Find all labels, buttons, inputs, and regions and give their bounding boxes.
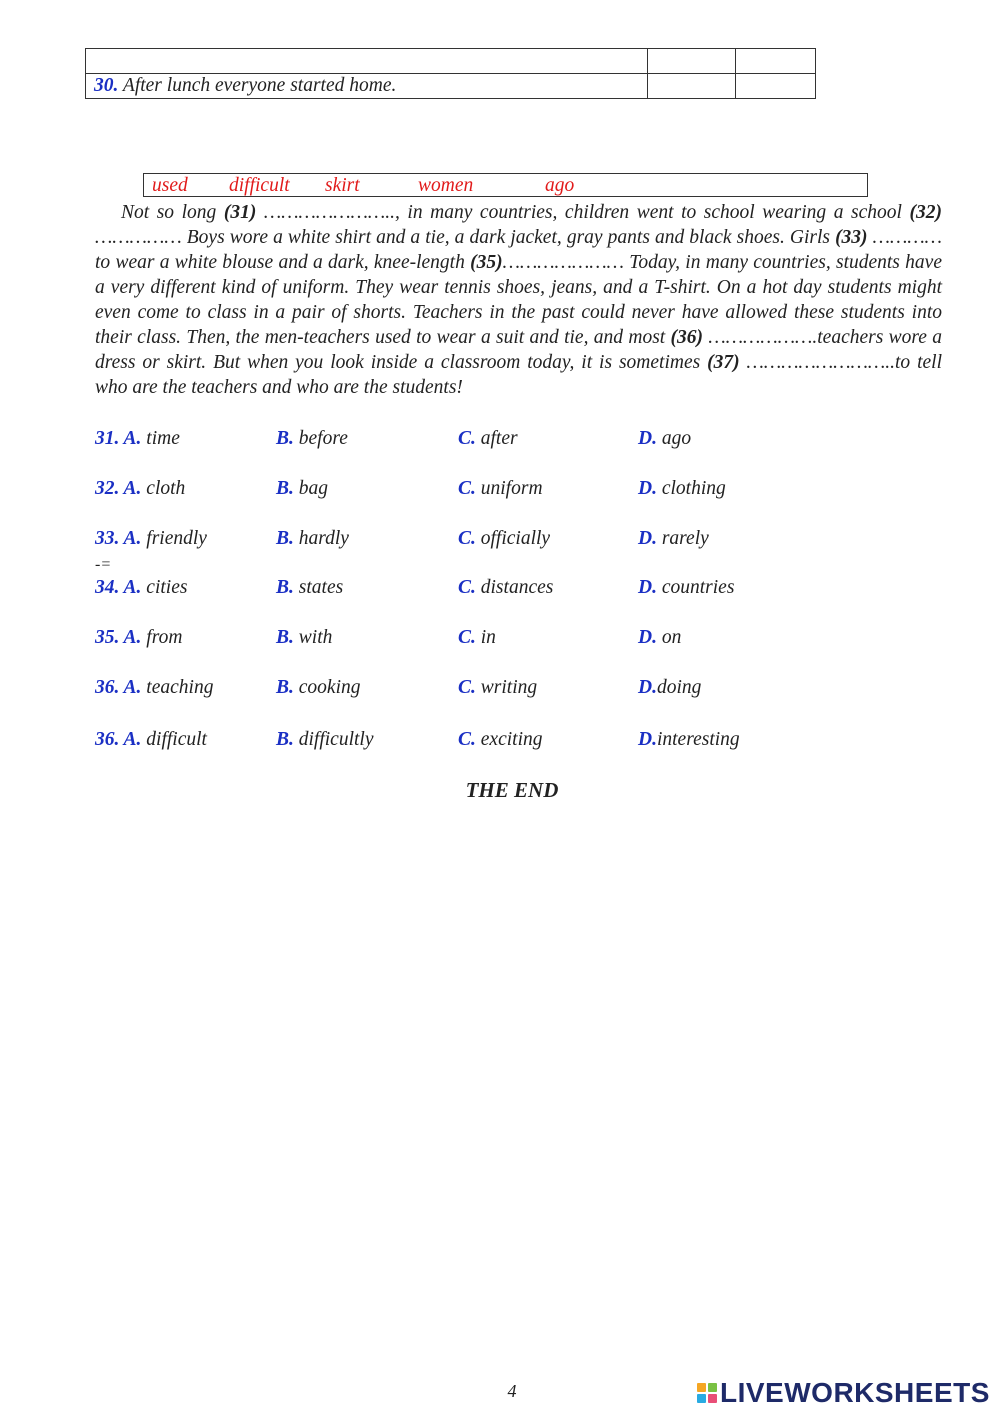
true-false-table [85, 48, 816, 99]
question-30-cell [86, 74, 648, 99]
answer-cell-false[interactable] [736, 49, 816, 74]
option-a[interactable]: 36. A. difficult [95, 729, 207, 750]
answer-cell-false[interactable] [736, 74, 816, 99]
question-text: After lunch everyone started home. [122, 75, 397, 96]
answer-cell-true[interactable] [648, 74, 736, 99]
option-a[interactable]: 32. A. cloth [95, 478, 186, 499]
question-row-32 [95, 476, 895, 501]
option-b[interactable]: B. hardly [276, 528, 349, 549]
word-bank-item: skirt [325, 175, 360, 196]
option-b[interactable]: B. cooking [276, 677, 361, 698]
option-d[interactable]: D. countries [638, 577, 735, 598]
question-number: 30. [94, 75, 119, 96]
option-b[interactable]: B. with [276, 627, 333, 648]
option-c[interactable]: C. after [458, 428, 518, 449]
table-row [86, 74, 816, 99]
question-row-33 [95, 526, 895, 551]
option-a[interactable]: 36. A. teaching [95, 677, 214, 698]
gap-37-label: (37) [707, 352, 740, 373]
logo-text: LIVEWORKSHEETS [720, 1377, 990, 1408]
gap-31-label: (31) [223, 202, 257, 223]
question-row-31 [95, 426, 895, 451]
reading-passage: Not so long (31) ………………….., in many countries, children went to school wearing a school (32) …………… Boys wore a white shirt and a tie, a dark jacket, gray pants and black shoes. Girls (33) …………to wear a white blouse and a dark, knee-length (35)………………… Today, in many countries, students have a very different kind of uniform. They wear tennis shoes, jeans, and a T-shirt. On a hot day students might even come to class in a pair of shorts. Teachers in the past could never have allowed these students into their class. Then, the men-teachers used to wear a suit and tie, and most (36) ……………….teachers wore a dress or skirt. But when you look inside a classroom today, it is sometimes (37) ……………………..to tell who are the teachers and who are the students! [95, 202, 942, 398]
gap-32-label: (32) [909, 202, 942, 223]
gap-35-label: (35) [470, 252, 503, 273]
option-d[interactable]: D.doing [638, 677, 702, 698]
option-c[interactable]: C. in [458, 627, 496, 648]
option-b[interactable]: B. difficultly [276, 729, 374, 750]
gap-36-label: (36) [670, 327, 704, 348]
option-d[interactable]: D. clothing [638, 478, 726, 499]
stray-mark: -= [95, 556, 112, 573]
option-c[interactable]: C. distances [458, 577, 554, 598]
question-row-34 [95, 575, 895, 600]
table-row [86, 49, 816, 74]
page-number: 4 [507, 1381, 517, 1401]
option-d[interactable]: D. rarely [638, 528, 709, 549]
word-bank-item: women [418, 175, 474, 196]
option-a[interactable]: 33. A. friendly [95, 528, 207, 549]
option-a[interactable]: 31. A. time [95, 428, 180, 449]
option-c[interactable]: C. writing [458, 677, 538, 698]
option-a[interactable]: 35. A. from [95, 627, 183, 648]
liveworksheets-logo-icon [697, 1383, 717, 1403]
option-b[interactable]: B. before [276, 428, 348, 449]
question-row-37 [95, 727, 895, 752]
word-bank-box [143, 173, 868, 197]
the-end-heading: THE END [465, 778, 559, 802]
liveworksheets-logo [697, 1376, 990, 1410]
question-row-35 [95, 625, 895, 650]
question-row-36 [95, 675, 895, 700]
word-bank-item: used [152, 175, 188, 196]
option-c[interactable]: C. officially [458, 528, 551, 549]
option-c[interactable]: C. uniform [458, 478, 543, 499]
option-b[interactable]: B. states [276, 577, 344, 598]
option-a[interactable]: 34. A. cities [95, 577, 188, 598]
table-cell [86, 49, 648, 74]
option-c[interactable]: C. exciting [458, 729, 543, 750]
option-d[interactable]: D. ago [638, 428, 692, 449]
option-b[interactable]: B. bag [276, 478, 329, 499]
option-d[interactable]: D. on [638, 627, 682, 648]
gap-33-label: (33) [835, 227, 868, 248]
word-bank-item: difficult [229, 175, 290, 196]
word-bank-item: ago [545, 175, 575, 196]
answer-cell-true[interactable] [648, 49, 736, 74]
option-d[interactable]: D.interesting [638, 729, 740, 750]
